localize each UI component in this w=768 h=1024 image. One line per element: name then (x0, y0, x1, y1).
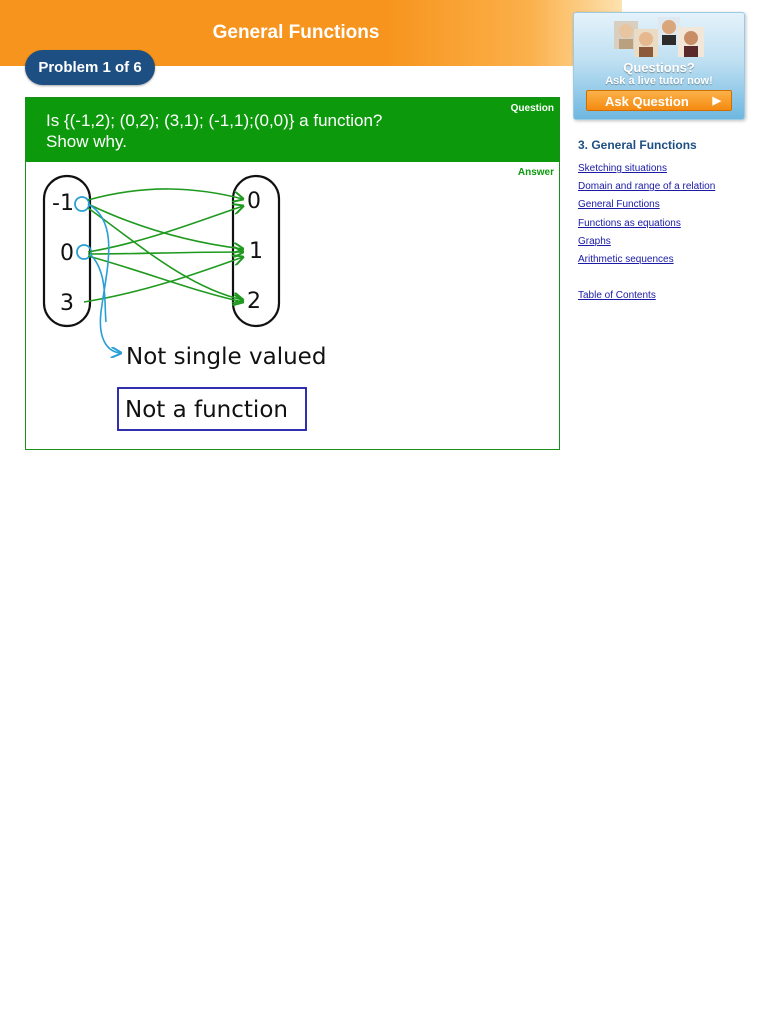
sidebar-link-list (578, 162, 715, 271)
domain-value: 0 (60, 241, 74, 266)
ask-question-button[interactable] (586, 90, 732, 111)
range-value: 2 (247, 289, 261, 314)
ask-question-label: Ask Question (605, 94, 689, 109)
answer-conclusion: Not a function (125, 397, 288, 423)
problem-counter-badge: Problem 1 of 6 (25, 50, 155, 85)
answer-tag: Answer (517, 167, 554, 178)
pointer-arrow (90, 254, 106, 322)
mapping-arrow (88, 256, 243, 302)
domain-value: -1 (52, 191, 74, 216)
tutor-ad-banner[interactable] (573, 12, 745, 120)
sidebar-link-sketching-situations[interactable]: Sketching situations (578, 163, 667, 174)
mapping-diagram (26, 162, 559, 449)
answer-note: Not single valued (126, 344, 327, 370)
tutor-ad-subline: Ask a live tutor now! (605, 75, 713, 87)
sidebar-link-functions-as-equations[interactable]: Functions as equations (578, 217, 681, 229)
domain-value: 3 (60, 291, 74, 316)
question-tag: Question (510, 103, 554, 114)
mapping-arrow (88, 189, 243, 200)
sidebar-link-general-functions[interactable]: General Functions (578, 199, 660, 211)
range-value: 1 (249, 239, 263, 264)
range-value: 0 (247, 189, 261, 214)
tutor-faces-icon (614, 17, 706, 59)
sidebar-link-arithmetic-sequences[interactable]: Arithmetic sequences (578, 253, 674, 265)
problem-card (25, 97, 560, 450)
play-arrow-icon: ▶ (712, 95, 721, 107)
pointer-arrow (88, 204, 121, 353)
mapping-arrow (88, 252, 243, 254)
sidebar-link-graphs[interactable]: Graphs (578, 235, 611, 247)
page-title: General Functions (212, 22, 380, 43)
table-of-contents-link[interactable]: Table of Contents (578, 290, 656, 301)
sidebar-section-title: 3. General Functions (578, 138, 697, 152)
mapping-arrow (88, 204, 243, 249)
question-panel (26, 98, 559, 162)
tutor-ad-headline: Questions? (623, 60, 695, 75)
question-text: Is {(-1,2); (0,2); (3,1); (-1,1);(0,0)} a function? Show why. (46, 111, 383, 151)
highlight-circle (75, 197, 89, 211)
sidebar-link-domain-range[interactable]: Domain and range of a relation (578, 181, 716, 193)
